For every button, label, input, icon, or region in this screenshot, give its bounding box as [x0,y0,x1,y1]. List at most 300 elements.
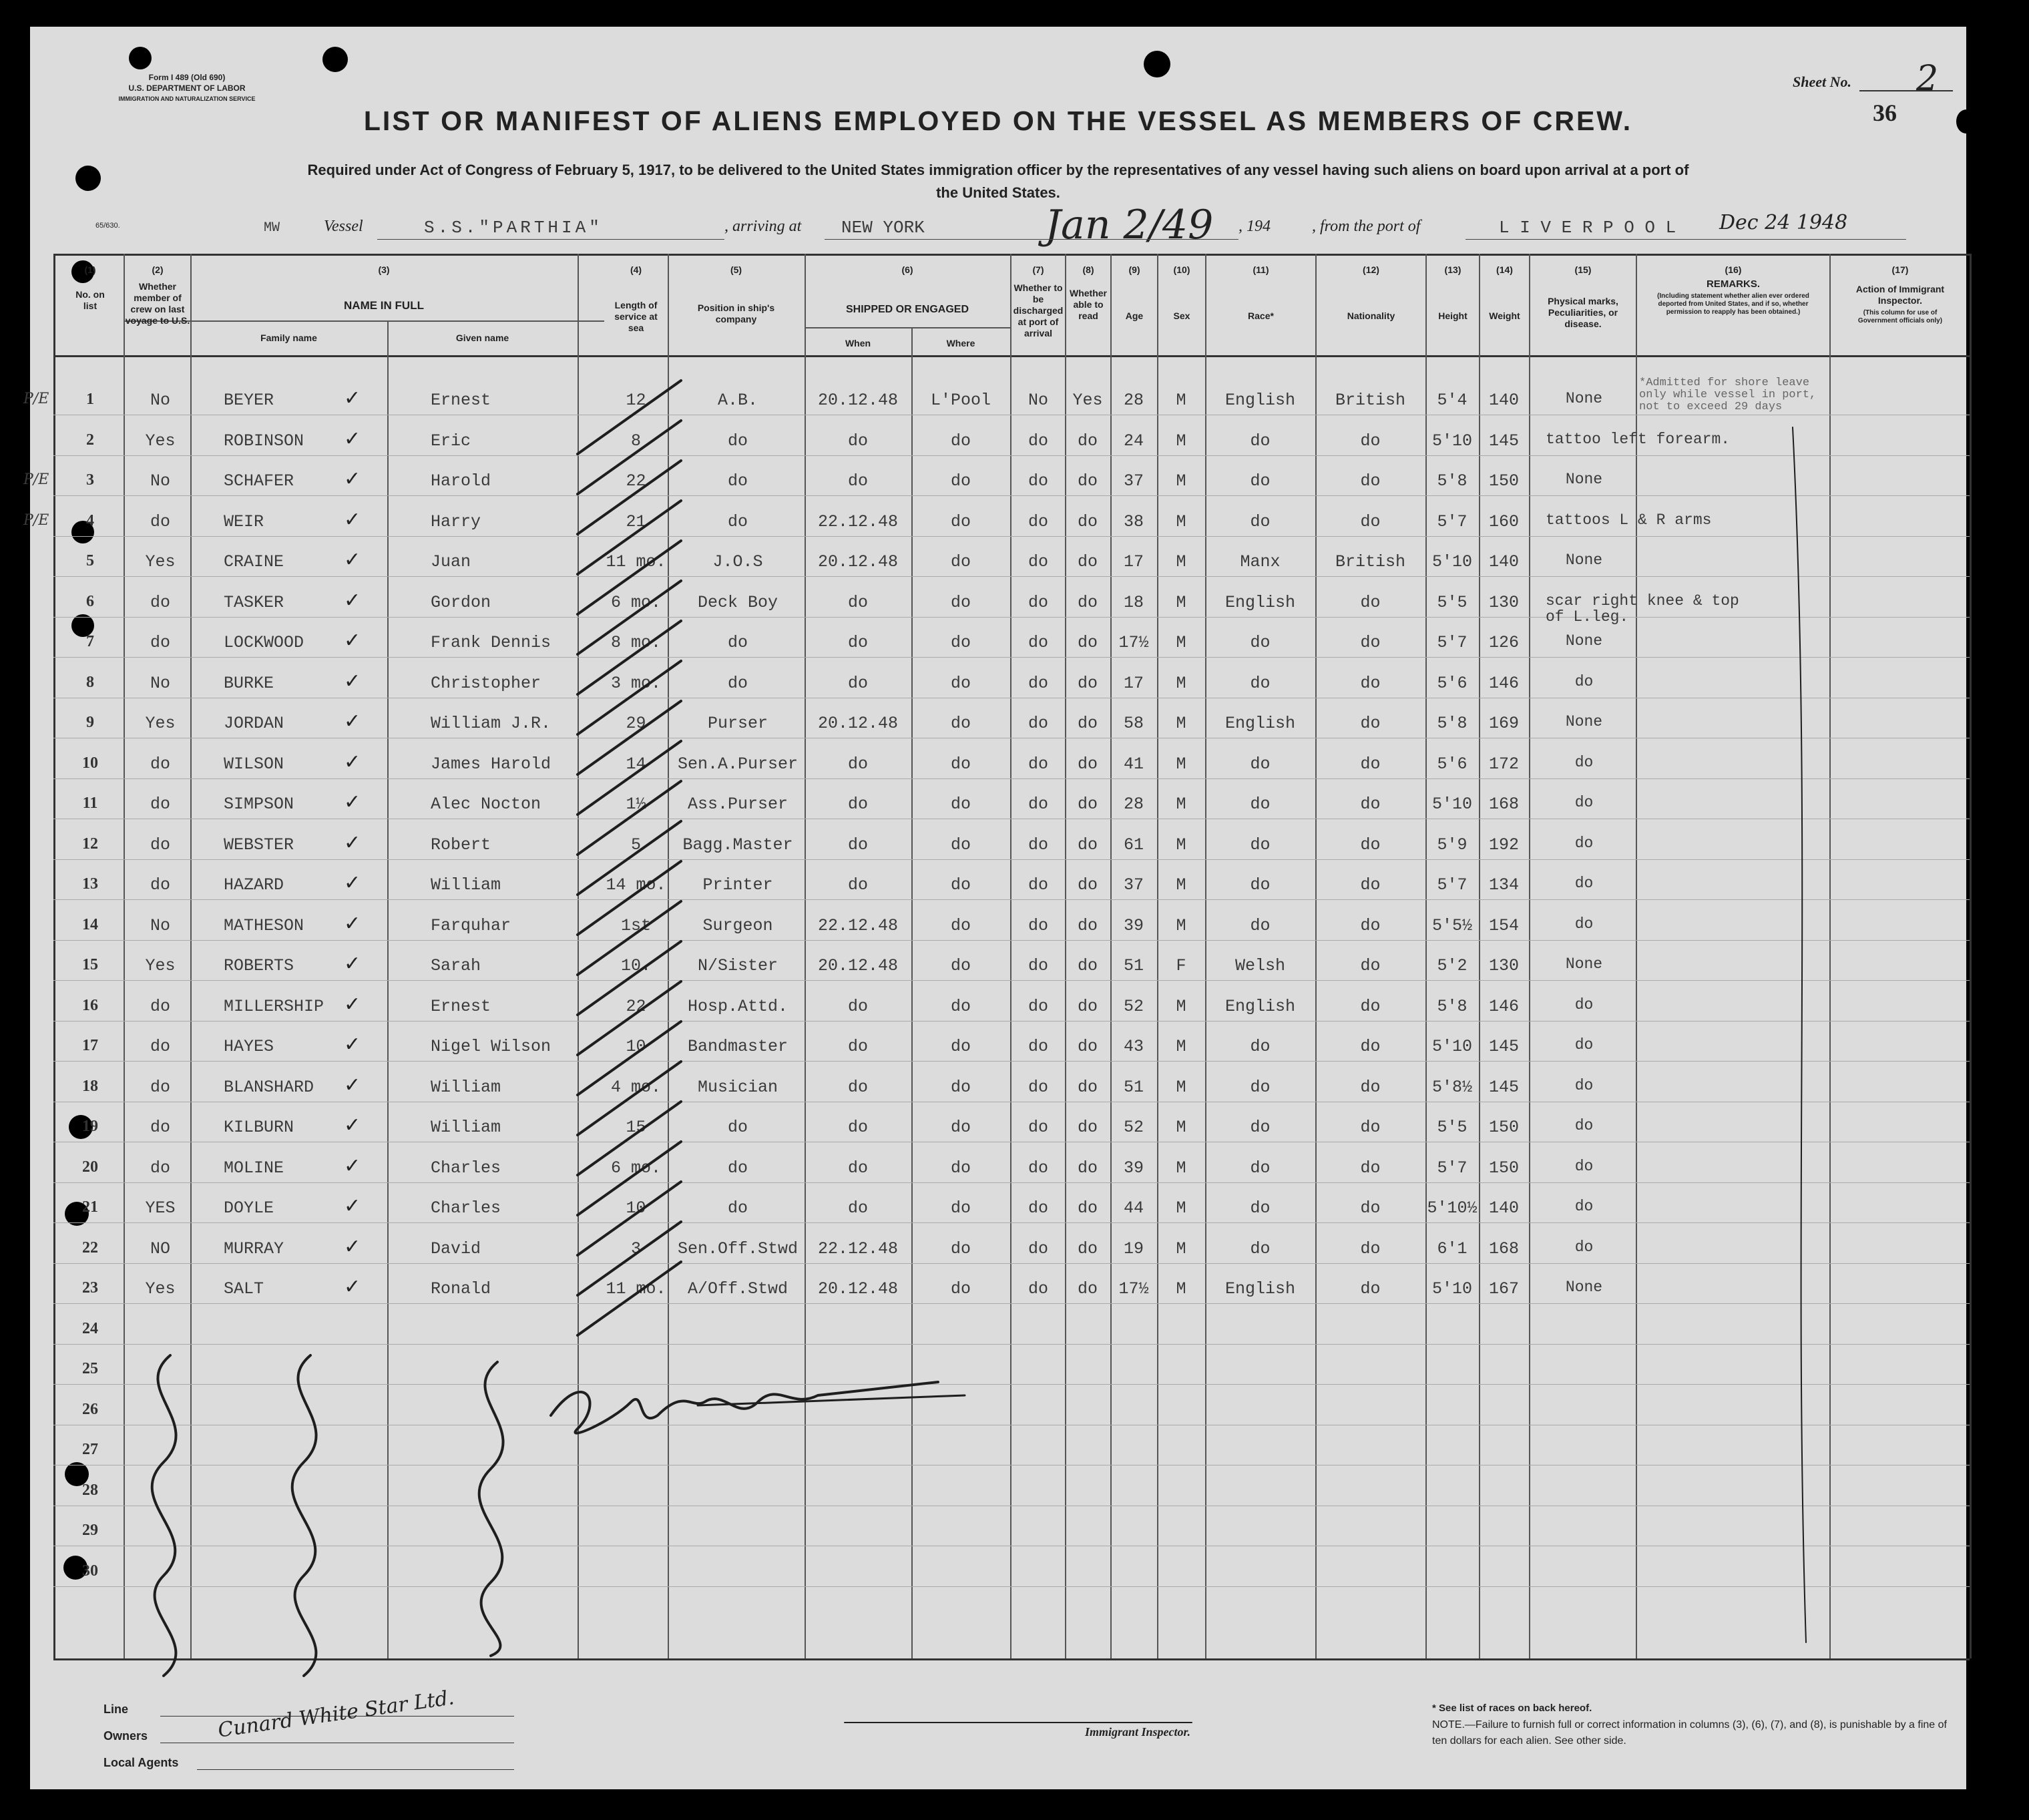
given-name-cell: David [431,1238,481,1259]
line-label: Line [103,1702,129,1716]
given-name-header: Given name [455,332,509,343]
shipped-when-cell: do [847,1118,868,1137]
col15-header: (15) Physical marks, Peculiarities, or disease. [1548,264,1618,329]
arrival-year: , 194 [1238,218,1271,235]
nationality-cell: do [1360,1198,1381,1218]
check-mark-icon: ✓ [344,831,361,855]
service-length-cell: 14 mo. [606,875,666,895]
sex-cell: M [1176,1077,1186,1097]
row-number: 16 [82,996,98,1014]
given-name-cell: Sarah [431,956,481,975]
height-cell: 5'7 [1437,633,1468,652]
discharged-cell: do [1028,835,1048,855]
shipped-where-cell: do [950,1238,971,1259]
age-cell: 39 [1123,1158,1144,1178]
height-cell: 5'8 [1437,471,1468,491]
position-cell: do [727,1158,748,1178]
shipped-when-cell: 22.12.48 [817,915,899,935]
sex-cell: M [1176,1158,1186,1178]
agents-label: Local Agents [103,1756,179,1769]
family-name-cell: HAZARD [224,875,284,895]
service-length-cell: 1st [620,915,651,935]
service-length-cell: 5 [630,835,641,855]
weight-cell: 146 [1488,673,1519,693]
position-cell: do [727,431,748,451]
shipped-when-cell: do [847,592,868,612]
height-cell: 5'8 [1437,996,1468,1016]
given-name-cell: Gordon [431,592,491,612]
weight-cell: 130 [1488,956,1519,975]
age-cell: 37 [1123,471,1144,491]
height-cell: 5'10 [1431,794,1472,814]
age-cell: 17 [1123,552,1144,572]
row-number: 8 [86,673,94,691]
able-to-read-cell: do [1077,754,1098,774]
able-to-read-cell: do [1077,956,1098,975]
name-wavy-line [479,1362,503,1656]
physical-marks-cell: do [1574,875,1594,892]
race-cell: do [1250,673,1271,693]
physical-marks-cell: None [1565,471,1603,488]
given-name-cell: William [431,1118,501,1137]
name-wavy-line [292,1355,316,1676]
position-cell: Hosp.Attd. [687,996,788,1016]
physical-marks-cell: do [1574,1157,1594,1175]
shipped-when-cell: do [847,875,868,895]
sex-cell: M [1176,391,1186,410]
service-cancel-stroke [578,541,681,614]
able-to-read-cell: do [1077,592,1098,612]
department-name: U.S. DEPARTMENT OF LABOR [128,83,246,93]
sheet-number-label: Sheet No. [1793,73,1851,90]
shipped-where-cell: do [950,1118,971,1137]
nationality-cell: do [1360,1279,1381,1299]
age-cell: 37 [1123,875,1144,895]
when-header: When [845,338,871,349]
race-cell: English [1224,1279,1296,1299]
given-name-cell: Nigel Wilson [431,1037,551,1056]
weight-cell: 172 [1488,754,1519,774]
shipped-where-cell: do [950,794,971,814]
discharged-cell: do [1028,592,1048,612]
discharged-cell: do [1028,633,1048,652]
height-cell: 5'7 [1437,1158,1468,1178]
nationality-cell: do [1360,714,1381,733]
race-cell: do [1250,1158,1271,1178]
family-name-cell: WEIR [224,511,264,531]
weight-cell: 150 [1488,1158,1519,1178]
shipped-where-cell: L'Pool [930,391,991,410]
shipped-when-cell: do [847,835,868,855]
check-mark-icon: ✓ [344,669,361,693]
age-cell: 51 [1123,1077,1144,1097]
given-name-cell: Charles [431,1158,501,1178]
col11-header: (11) Race* [1248,264,1274,321]
able-to-read-cell: do [1077,875,1098,895]
row-number: 29 [82,1522,98,1539]
service-length-cell: 3 mo. [610,673,661,693]
able-to-read-cell: do [1077,471,1098,491]
shipped-when-cell: do [847,1077,868,1097]
service-cancel-stroke [578,1021,681,1095]
position-cell: Bagg.Master [682,835,793,855]
height-cell: 5'7 [1437,511,1468,531]
discharged-cell: do [1028,431,1048,451]
family-name-cell: BLANSHARD [224,1077,314,1097]
prev-voyage-cell: do [150,511,170,531]
shipped-where-cell: do [950,633,971,652]
check-mark-icon: ✓ [344,871,361,895]
discharged-cell: do [1028,714,1048,733]
row-number: 3 [86,471,94,489]
check-mark-icon: ✓ [344,507,361,531]
nationality-cell: do [1360,915,1381,935]
family-name-cell: CRAINE [224,552,284,572]
check-mark-icon: ✓ [344,952,361,975]
check-mark-icon: ✓ [344,387,361,410]
given-name-cell: Ronald [431,1279,491,1299]
service-length-cell: 4 mo. [610,1077,661,1097]
shipped-where-cell: do [950,1279,971,1299]
physical-marks-cell: do [1574,1198,1594,1215]
inspector-label: Immigrant Inspector. [1085,1725,1191,1739]
weight-cell: 140 [1488,1198,1519,1218]
given-name-cell: Harold [431,471,491,491]
prev-voyage-cell: Yes [145,956,176,975]
owners-handwriting: Cunard White Star Ltd. [216,1686,456,1743]
service-length-cell: 12 [626,391,646,410]
height-cell: 5'5 [1437,1118,1468,1137]
discharged-cell: do [1028,754,1048,774]
position-cell: do [727,673,748,693]
prev-voyage-cell: No [150,471,170,491]
col9-header: (9) Age [1125,264,1144,321]
discharged-cell: do [1028,1279,1048,1299]
shipped-where-cell: do [950,714,971,733]
position-cell: N/Sister [697,956,778,975]
discharged-cell: do [1028,1037,1048,1056]
height-cell: 5'10 [1431,552,1472,572]
service-cancel-stroke [578,1062,681,1135]
form-number: Form I 489 (Old 690) [148,73,226,82]
discharged-cell: do [1028,915,1048,935]
family-name-cell: DOYLE [224,1198,274,1218]
prev-voyage-cell: No [150,915,170,935]
race-cell: do [1250,431,1271,451]
race-cell: do [1250,1077,1271,1097]
margin-note: P/E [23,471,49,488]
service-cancel-stroke [578,901,681,975]
nationality-cell: do [1360,1037,1381,1056]
sex-cell: M [1176,592,1186,612]
nationality-cell: do [1360,673,1381,693]
shipped-when-cell: do [847,1158,868,1178]
sex-cell: M [1176,875,1186,895]
race-cell: do [1250,915,1271,935]
able-to-read-cell: do [1077,673,1098,693]
position-cell: do [727,471,748,491]
able-to-read-cell: do [1077,431,1098,451]
shipped-when-cell: 20.12.48 [817,714,899,733]
service-cancel-stroke [578,741,681,815]
weight-cell: 145 [1488,431,1519,451]
nationality-cell: do [1360,996,1381,1016]
col4-header: (4) Length of service at sea [614,264,658,333]
position-cell: Musician [697,1077,778,1097]
given-name-cell: Christopher [431,673,541,693]
page-title: LIST OR MANIFEST OF ALIENS EMPLOYED ON THE VESSEL AS MEMBERS OF CREW. [363,105,1633,136]
remarks-bracket [1793,427,1806,1642]
given-name-cell: Farquhar [431,915,511,935]
physical-marks-cell: scar right knee & top of L.leg. [1546,592,1739,626]
family-name-cell: MOLINE [224,1158,284,1178]
col-rule [1970,254,1972,1658]
age-cell: 39 [1123,915,1144,935]
check-mark-icon: ✓ [344,1194,361,1218]
sheet-number-value: 2 [1916,59,1939,99]
check-mark-icon: ✓ [344,1154,361,1178]
service-cancel-stroke [578,1182,681,1255]
row-number: 21 [82,1198,98,1216]
service-cancel-stroke [578,821,681,895]
able-to-read-cell: do [1077,1198,1098,1218]
col1-header: (1) No. on list [75,264,105,311]
service-cancel-stroke [578,661,681,734]
family-name-cell: SALT [224,1279,264,1299]
check-mark-icon: ✓ [344,790,361,814]
able-to-read-cell: do [1077,1238,1098,1259]
shipped-where-cell: do [950,471,971,491]
margin-note: P/E [23,511,49,529]
row-number: 1 [86,391,94,408]
shipped-when-cell: do [847,673,868,693]
family-name-cell: HAYES [224,1037,274,1056]
race-cell: do [1250,1198,1271,1218]
height-cell: 5'6 [1437,754,1468,774]
given-name-cell: Robert [431,835,491,855]
service-length-cell: 8 [630,431,641,451]
service-length-cell: 14 [626,754,646,774]
vessel-prefix: MW [264,220,280,236]
family-name-cell: ROBINSON [224,431,304,451]
row-number: 23 [82,1279,98,1297]
nationality-cell: do [1360,875,1381,895]
age-cell: 52 [1123,1118,1144,1137]
service-length-cell: 6 mo. [610,1158,661,1178]
prev-voyage-cell: do [150,875,170,895]
name-wavy-line [152,1355,176,1676]
sex-cell: M [1176,1238,1186,1259]
given-name-cell: William J.R. [431,714,551,733]
weight-cell: 192 [1488,835,1519,855]
shipped-where-cell: do [950,915,971,935]
check-mark-icon: ✓ [344,911,361,935]
row-number: 26 [82,1400,98,1418]
prev-voyage-cell: Yes [145,552,176,572]
given-name-cell: Charles [431,1198,501,1218]
race-cell: do [1250,754,1271,774]
row-number: 13 [82,875,98,893]
check-mark-icon: ✓ [344,1275,361,1299]
race-cell: do [1250,794,1271,814]
sex-cell: M [1176,1279,1186,1299]
row-number: 14 [82,915,98,933]
physical-marks-cell: do [1574,915,1594,933]
physical-marks-cell: None [1565,955,1603,973]
sex-cell: M [1176,673,1186,693]
check-mark-icon: ✓ [344,1234,361,1259]
discharged-cell: do [1028,673,1048,693]
prev-voyage-cell: do [150,1037,170,1056]
col14-header: (14) Weight [1489,264,1520,321]
discharged-cell: do [1028,956,1048,975]
discharged-cell: do [1028,1238,1048,1259]
age-cell: 41 [1123,754,1144,774]
physical-marks-cell: None [1565,551,1603,569]
able-to-read-cell: do [1077,552,1098,572]
departure-date: Dec 24 1948 [1719,211,1848,234]
shipped-when-cell: do [847,1037,868,1056]
col6-header: (6) SHIPPED OR ENGAGED [845,264,969,315]
position-cell: Bandmaster [687,1037,788,1056]
shipped-where-cell: do [950,956,971,975]
penalty-note: NOTE.—Failure to furnish full or correct information in columns (3), (6), (7), and (8), is punishable by a fine of ten dollars for each alien. See other side. [1432,1719,1947,1747]
service-length-cell: 22 [626,996,646,1016]
shipped-when-cell: 20.12.48 [817,552,899,572]
check-mark-icon: ✓ [344,1033,361,1056]
height-cell: 5'6 [1437,673,1468,693]
able-to-read-cell: do [1077,714,1098,733]
race-cell: English [1224,391,1296,410]
family-name-cell: MATHESON [224,915,304,935]
physical-marks-cell: do [1574,995,1594,1013]
able-to-read-cell: do [1077,835,1098,855]
nationality-cell: do [1360,511,1381,531]
sex-cell: M [1176,915,1186,935]
shipped-when-cell: 20.12.48 [817,391,899,410]
page-subtitle: Required under Act of Congress of February 5, 1917, to be delivered to the United States immigration officer by the representatives of any vessel having such aliens on board upon arrival at a port of the United States. [307,162,1689,201]
family-name-cell: SIMPSON [224,794,294,814]
sex-cell: M [1176,1118,1186,1137]
prev-voyage-cell: do [150,794,170,814]
service-length-cell: 21 [626,511,646,531]
row-number: 20 [82,1158,98,1176]
family-name-cell: WILSON [224,754,284,774]
shipped-when-cell: do [847,1198,868,1218]
shipped-where-cell: do [950,673,971,693]
shipped-when-cell: do [847,794,868,814]
row-number: 11 [82,794,98,812]
age-cell: 18 [1123,592,1144,612]
owners-label: Owners [103,1729,148,1743]
family-name-cell: MILLERSHIP [224,996,324,1016]
position-cell: do [727,511,748,531]
shipped-where-cell: do [950,1158,971,1178]
age-cell: 51 [1123,956,1144,975]
service-cancel-stroke [578,1102,681,1175]
physical-marks-cell: do [1574,1076,1594,1094]
position-cell: do [727,633,748,652]
position-cell: Ass.Purser [687,794,788,814]
height-cell: 5'8½ [1431,1077,1472,1097]
position-cell: do [727,1198,748,1218]
weight-cell: 167 [1488,1279,1519,1299]
col13-header: (13) Height [1438,264,1468,321]
service-length-cell: 22 [626,471,646,491]
service-cancel-stroke [578,941,681,1015]
shipped-when-cell: do [847,633,868,652]
physical-marks-cell: tattoos L & R arms [1546,511,1712,529]
service-name: IMMIGRATION AND NATURALIZATION SERVICE [118,95,256,102]
height-cell: 5'5 [1437,592,1468,612]
sex-cell: M [1176,794,1186,814]
sex-cell: M [1176,754,1186,774]
col2-header: (2) Whether member of crew on last voyage to U.S. [125,264,190,326]
nationality-cell: do [1360,1158,1381,1178]
race-cell: Manx [1240,552,1281,572]
able-to-read-cell: do [1077,1037,1098,1056]
shipped-when-cell: 22.12.48 [817,511,899,531]
shipped-where-cell: do [950,835,971,855]
prev-voyage-cell: do [150,633,170,652]
check-mark-icon: ✓ [344,467,361,491]
nationality-cell: British [1335,552,1406,572]
able-to-read-cell: do [1077,1077,1098,1097]
prev-voyage-cell: No [150,391,170,410]
handwriting-marks [30,27,1966,1789]
service-cancel-stroke [578,421,681,494]
age-cell: 17 [1123,673,1144,693]
prev-voyage-cell: do [150,1118,170,1137]
row-number: 24 [82,1319,98,1337]
discharged-cell: do [1028,875,1048,895]
height-cell: 5'2 [1437,956,1468,975]
given-name-cell: William [431,875,501,895]
weight-cell: 154 [1488,915,1519,935]
height-cell: 5'10½ [1427,1198,1478,1218]
weight-cell: 146 [1488,996,1519,1016]
given-name-cell: Eric [431,431,471,451]
sex-cell: M [1176,471,1186,491]
race-cell: do [1250,1238,1271,1259]
nationality-cell: do [1360,956,1381,975]
shipped-where-cell: do [950,592,971,612]
able-to-read-cell: Yes [1072,391,1103,410]
shipped-where-cell: do [950,1037,971,1056]
service-cancel-stroke [578,1222,681,1295]
check-mark-icon: ✓ [344,710,361,733]
discharged-cell: do [1028,1158,1048,1178]
prev-voyage-cell: Yes [145,431,176,451]
height-cell: 5'4 [1437,391,1468,410]
race-cell: do [1250,1037,1271,1056]
service-cancel-stroke [578,1142,681,1215]
family-name-header: Family name [260,332,317,343]
nationality-cell: do [1360,471,1381,491]
nationality-cell: British [1335,391,1406,410]
height-cell: 6'1 [1437,1238,1468,1259]
service-length-cell: 10 [626,1037,646,1056]
able-to-read-cell: do [1077,633,1098,652]
shipped-where-cell: do [950,1198,971,1218]
service-cancel-stroke [578,581,681,654]
row-number: 18 [82,1077,98,1095]
position-cell: do [727,1118,748,1137]
shipped-where-cell: do [950,431,971,451]
shipped-where-cell: do [950,1077,971,1097]
sex-cell: M [1176,431,1186,451]
position-cell: Surgeon [702,915,773,935]
